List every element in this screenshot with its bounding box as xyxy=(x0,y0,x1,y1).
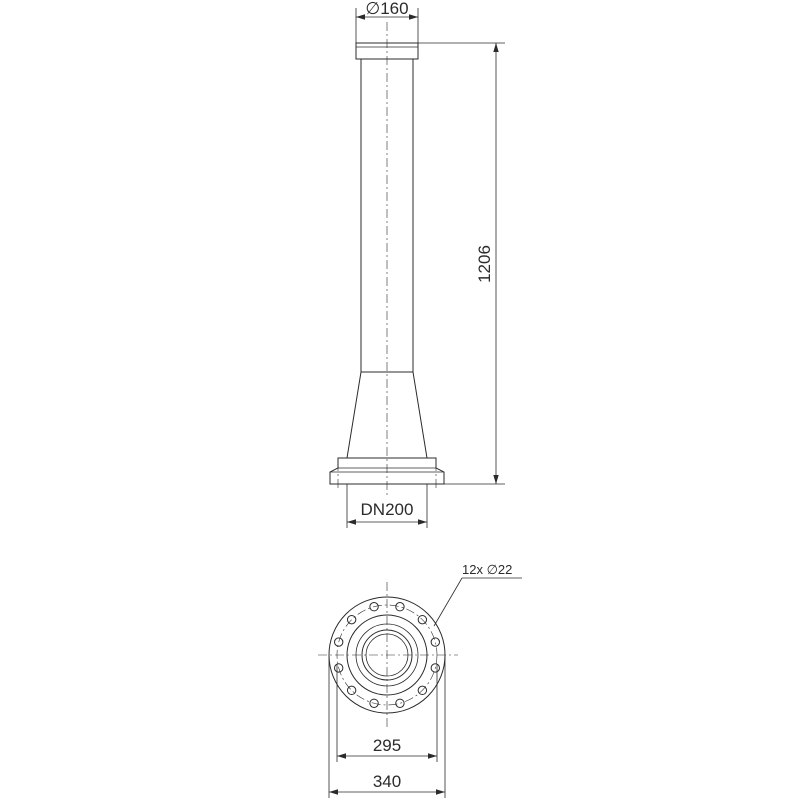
side-view xyxy=(330,22,444,498)
bolt-hole xyxy=(431,638,439,646)
dim-top-diameter xyxy=(356,0,418,43)
label-top-diameter: ∅160 xyxy=(365,0,409,18)
dim-height xyxy=(418,43,505,484)
dim-bolt-holes xyxy=(434,562,522,626)
bolt-hole xyxy=(335,638,343,646)
label-bolt-circle: 295 xyxy=(372,736,402,755)
label-flange-nominal: DN200 xyxy=(360,500,414,519)
bolt-hole xyxy=(347,615,355,623)
bolt-hole xyxy=(396,603,404,611)
label-flange-outer: 340 xyxy=(372,772,402,791)
bolt-hole xyxy=(347,686,355,694)
bolt-hole xyxy=(396,699,404,707)
label-height: 1206 xyxy=(475,245,494,283)
label-bolt-holes: 12x ∅22 xyxy=(462,562,513,577)
dim-flange-nominal xyxy=(347,484,427,528)
